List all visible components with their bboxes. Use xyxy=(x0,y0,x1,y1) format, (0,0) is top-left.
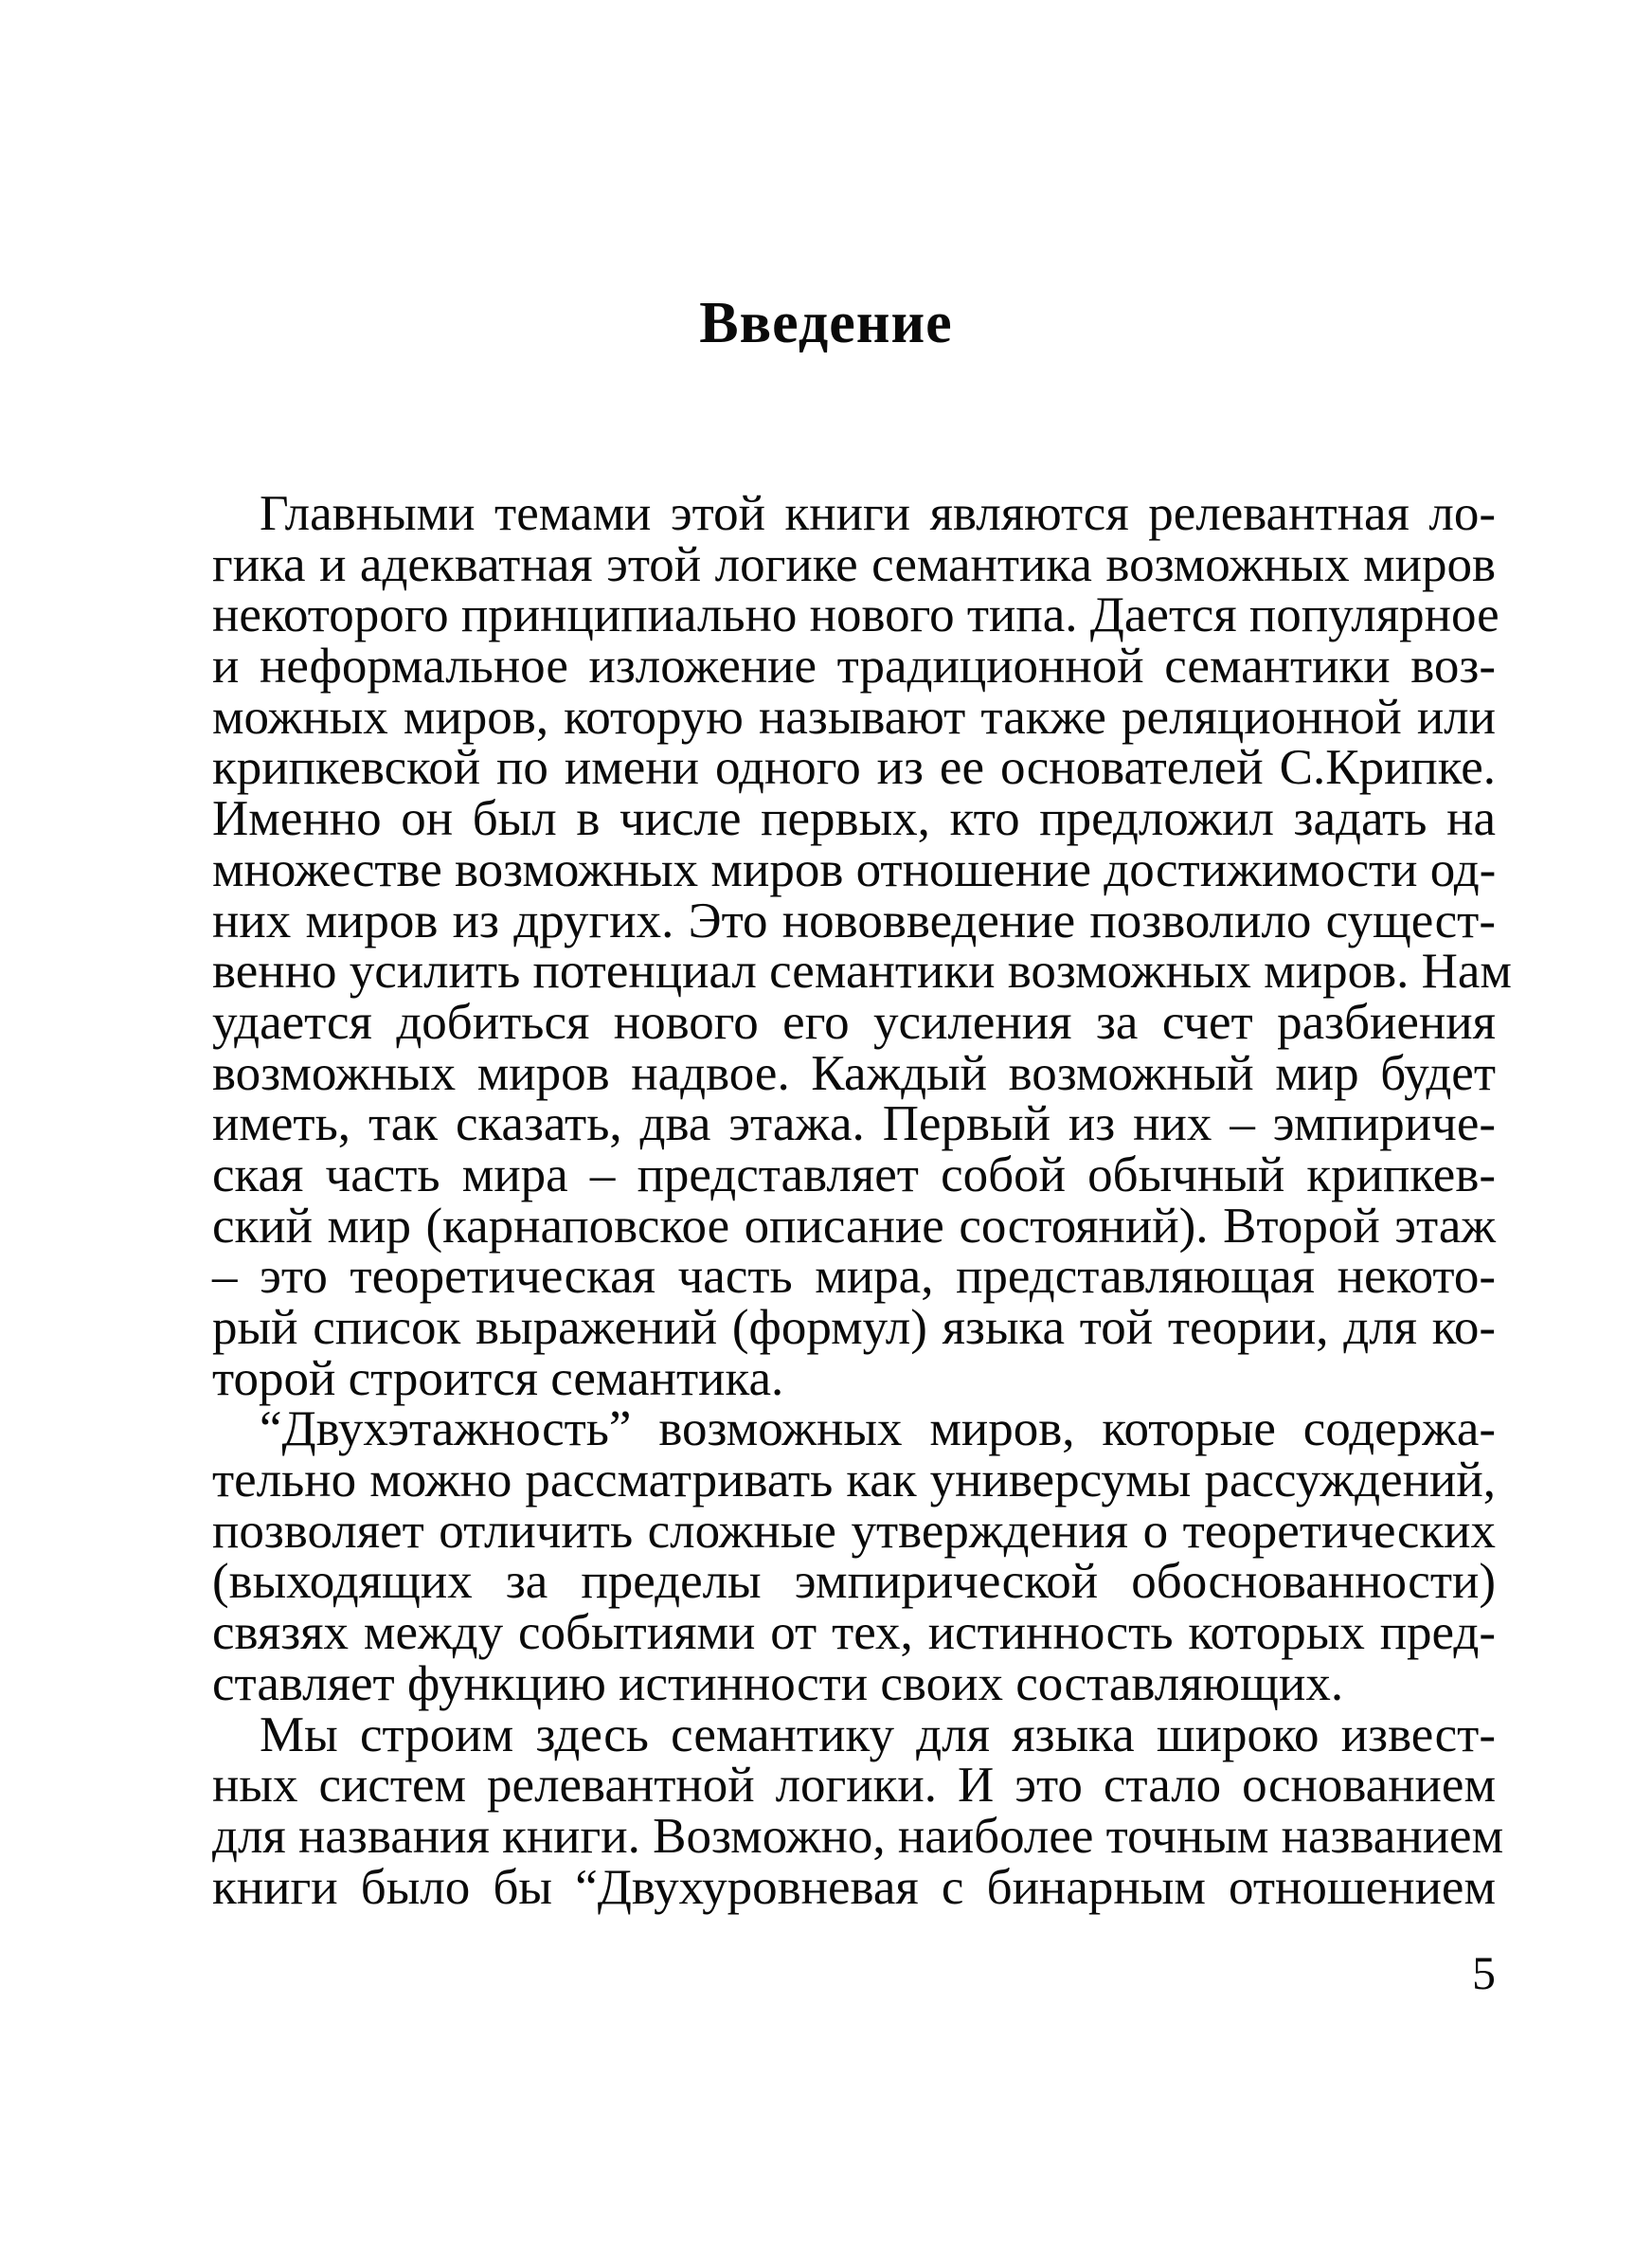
body-text xyxy=(212,486,1512,1915)
text-line: для названия книги. Возможно, наиболее точным названием xyxy=(212,1808,1504,1864)
paragraph-1 xyxy=(212,486,1512,1406)
page-number: 5 xyxy=(1472,1946,1496,1999)
text-line: тельно можно рассматривать как универсумы рассуждений, xyxy=(212,1453,1496,1508)
text-line: ставляет функцию истинности своих составляющих. xyxy=(212,1655,1344,1711)
text-line: – это теоретическая часть мира, представляющая некото- xyxy=(212,1249,1496,1305)
text-line: иметь, так сказать, два этажа. Первый из них – эмпириче- xyxy=(212,1096,1496,1152)
text-line: и неформальное изложение традиционной семантики воз- xyxy=(212,639,1496,695)
text-line: гика и адекватная этой логике семантика возможных миров xyxy=(212,536,1496,592)
text-line: удается добиться нового его усиления за счет разбиения xyxy=(212,994,1496,1050)
text-line: книги было бы “Двухуровневая с бинарным отношением xyxy=(212,1859,1496,1915)
paragraph-2 xyxy=(212,1401,1496,1711)
text-line: позволяет отличить сложные утверждения о теоретических xyxy=(212,1503,1496,1559)
text-line: крипкевской по имени одного из ее основателей С.Крипке. xyxy=(212,740,1496,796)
text-line: ская часть мира – представляет собой обычный крипкев- xyxy=(212,1147,1496,1202)
page-title: Введение xyxy=(699,291,953,355)
text-line: ский мир (карнаповское описание состояний). Второй этаж xyxy=(212,1198,1496,1254)
text-line: венно усилить потенциал семантики возможных миров. Нам xyxy=(212,944,1512,1000)
text-line: них миров из других. Это нововведение позволило сущест- xyxy=(212,893,1496,948)
text-line: рый список выражений (формул) языка той теории, для ко- xyxy=(212,1300,1496,1355)
text-line: возможных миров надвое. Каждый возможный мир будет xyxy=(212,1045,1496,1101)
text-line: некоторого принципиально нового типа. Дается популярное xyxy=(212,587,1499,643)
text-line: Мы строим здесь семантику для языка широко извест- xyxy=(260,1706,1496,1762)
text-line: “Двухэтажность” возможных миров, которые содержа- xyxy=(260,1401,1496,1457)
text-line: Главными темами этой книги являются релевантная ло- xyxy=(260,486,1496,541)
text-line: торой строится семантика. xyxy=(212,1350,784,1406)
text-line: (выходящих за пределы эмпирической обоснованности) xyxy=(212,1554,1496,1610)
paragraph-3 xyxy=(212,1706,1504,1915)
text-line: ных систем релевантной логики. И это стало основанием xyxy=(212,1758,1496,1814)
text-line: связях между событиями от тех, истинность которых пред- xyxy=(212,1605,1496,1661)
text-line: можных миров, которую называют также реляционной или xyxy=(212,689,1496,745)
text-line: Именно он был в числе первых, кто предложил задать на xyxy=(212,791,1496,847)
text-line: множестве возможных миров отношение достижимости од- xyxy=(212,841,1497,897)
